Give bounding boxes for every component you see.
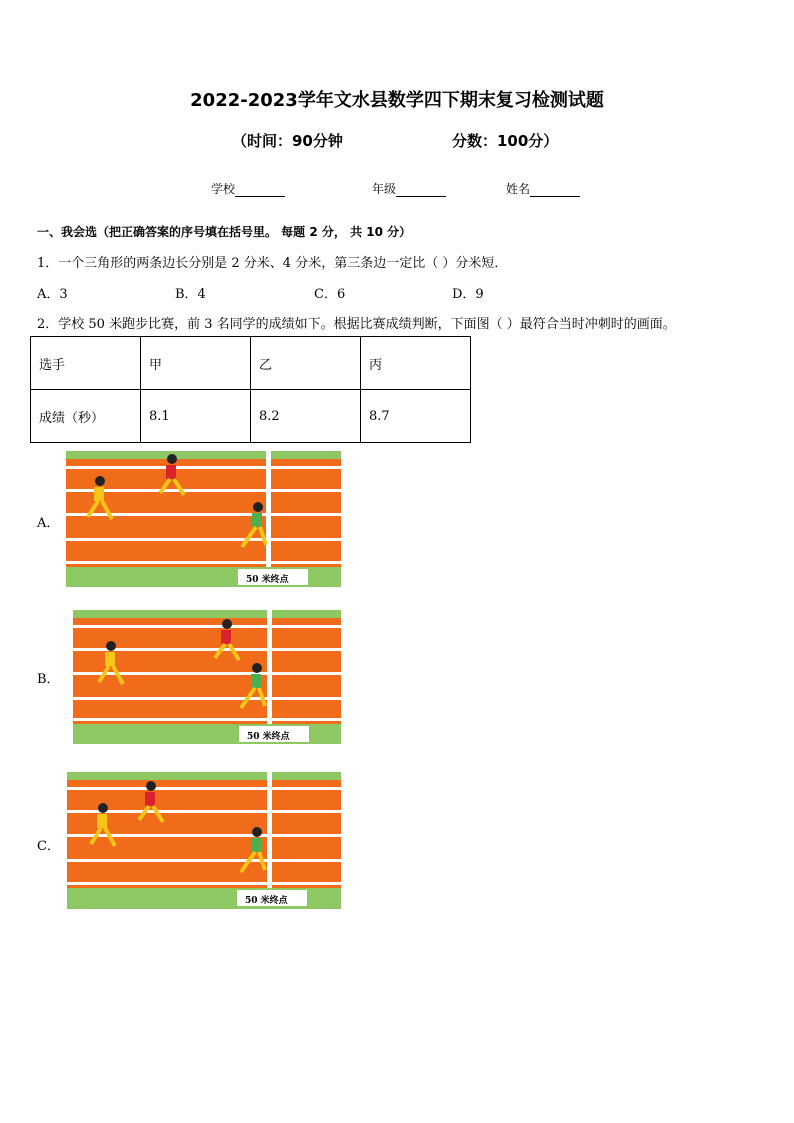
name-blank[interactable] bbox=[530, 184, 580, 197]
finish-label: 50 米终点 bbox=[246, 575, 289, 585]
section-heading: 一、我会选（把正确答案的序号填在括号里。 每题 2 分， 共 10 分） bbox=[37, 225, 412, 239]
q1-option-c: C．6 bbox=[314, 287, 346, 302]
table-header-row bbox=[31, 337, 471, 390]
table-cell: 选手 bbox=[31, 337, 141, 390]
question-2: 2．学校 50 米跑步比赛，前 3 名同学的成绩如下。根据比赛成绩判断，下面图（ ）最符合当时冲刺时的画面。 bbox=[37, 317, 676, 332]
track-illustration-c bbox=[67, 772, 341, 909]
table-row bbox=[31, 390, 471, 443]
name-field[interactable] bbox=[506, 180, 580, 197]
exam-time: （时间：90分钟 bbox=[232, 132, 343, 150]
track-illustration-b bbox=[73, 610, 341, 744]
table-cell: 8.2 bbox=[251, 390, 361, 443]
school-blank[interactable] bbox=[235, 184, 285, 197]
track-illustration-a bbox=[66, 451, 341, 587]
table-cell: 丙 bbox=[361, 337, 471, 390]
table-cell: 8.7 bbox=[361, 390, 471, 443]
table-cell: 甲 bbox=[141, 337, 251, 390]
q2-option-a-label: A． bbox=[37, 516, 60, 531]
grade-field[interactable] bbox=[372, 180, 446, 197]
results-table bbox=[30, 336, 471, 443]
track-image-a bbox=[66, 451, 341, 587]
grade-blank[interactable] bbox=[396, 184, 446, 197]
exam-score: 分数：100分） bbox=[452, 132, 559, 150]
doc-title: 2022-2023学年文水县数学四下期末复习检测试题 bbox=[190, 90, 604, 111]
q1-option-a: A．3 bbox=[37, 287, 68, 302]
school-label: 学校 bbox=[211, 182, 236, 196]
q1-option-d: D．9 bbox=[452, 287, 484, 302]
finish-label: 50 米终点 bbox=[245, 896, 288, 906]
q1-option-b: B．4 bbox=[175, 287, 206, 302]
table-cell: 乙 bbox=[251, 337, 361, 390]
question-1: 1．一个三角形的两条边长分别是 2 分米、4 分米，第三条边一定比（ ）分米短． bbox=[37, 256, 508, 271]
track-image-b bbox=[73, 610, 341, 744]
finish-label: 50 米终点 bbox=[247, 732, 290, 742]
q2-option-c-label: C． bbox=[37, 839, 60, 854]
name-label: 姓名 bbox=[506, 182, 531, 196]
school-field[interactable] bbox=[211, 180, 285, 197]
track-image-c bbox=[67, 772, 341, 909]
q2-option-b-label: B． bbox=[37, 672, 60, 687]
grade-label: 年级 bbox=[372, 182, 397, 196]
table-cell: 成绩（秒） bbox=[31, 390, 141, 443]
table-cell: 8.1 bbox=[141, 390, 251, 443]
